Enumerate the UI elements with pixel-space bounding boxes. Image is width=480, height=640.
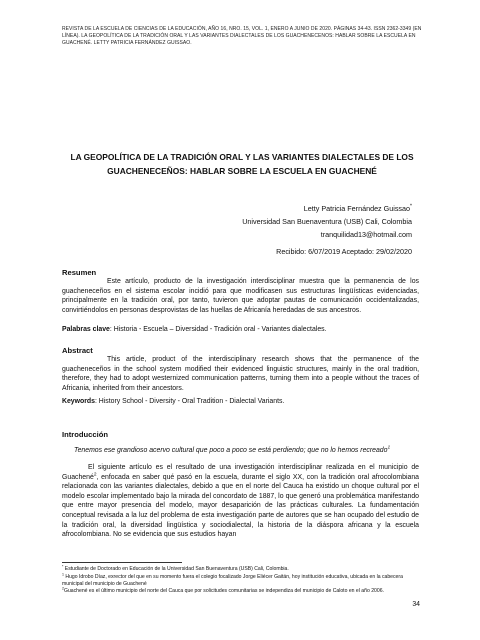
author-affiliation: Universidad San Buenaventura (USB) Cali, Colombia bbox=[242, 217, 412, 226]
palabras-clave bbox=[62, 325, 422, 335]
epigraph-note-ref: 1 bbox=[387, 445, 391, 451]
introduccion-heading: Introducción bbox=[62, 430, 108, 439]
footnote-mark: 1 bbox=[62, 572, 64, 577]
author-email: tranquilidad13@hotmail.com bbox=[320, 230, 412, 239]
keywords-label: Keywords bbox=[62, 398, 95, 405]
footnote-author bbox=[62, 566, 422, 573]
running-header: REVISTA DE LA ESCUELA DE CIENCIAS DE LA EDUCACIÓN, AÑO 16, NRO. 15, VOL. 1, ENERO A JUNIO DE 2020. PÁGINAS 34-43. ISSN 2362-3349 (EN LÍNEA). LA GEOPOLÍTICA DE LA TRADICIÓN ORAL Y LAS VARIANTES DIALECTALES DE LOS GUACHENECENOS: HABLAR SOBRE LA ESCUELA EN GUACHENÉ. LETTY PATRICIA FERNÁNDEZ GUISSAO. bbox=[62, 26, 422, 47]
footnote-2 bbox=[62, 588, 422, 595]
page-number: 34 bbox=[412, 601, 420, 608]
introduccion-text bbox=[62, 463, 419, 540]
intro-note-ref: 2 bbox=[93, 472, 97, 478]
footnote-text: Hugo Idrobo Díaz, exrector del que en su momento fuera el colegio focalizado Jorge Eliécer Gaitán, hoy institución educativa, ubicada en la cabecera municipal del municipio de Guachené bbox=[62, 574, 403, 587]
author-name: Letty Patricia Fernández Guissao bbox=[303, 204, 411, 213]
palabras-clave-text: : Historia - Escuela – Diversidad - Tradición oral - Variantes dialectales. bbox=[109, 326, 327, 333]
author-name-line bbox=[152, 202, 412, 215]
resumen-heading: Resumen bbox=[62, 268, 97, 277]
intro-text-part-b: , enfocada en saber qué pasó en la escuela, durante el siglo XX, con la tradición oral afrocolombiana relacionada con las variantes dialectales, debido a que en el norte del Cauca ha existido un choque cultural por el modelo escolar implementado bajo la mirada del concordato de 1887, lo que generó una problemática manifestando que entre mayor presencia del modelo, mayor desaparición de las prácticas culturales. La fundamentación conceptual revisada a la luz del problema de esta investigación parte de autores que se han ocupado del estudio de la tradición oral, la diversidad lingüística y sociodialectal, la historia de la diáspora africana y la escuela afrocolombiana. No se evidencia que sus estudios hayan bbox=[62, 473, 419, 539]
palabras-clave-label: Palabras clave bbox=[62, 326, 110, 333]
epigraph bbox=[74, 447, 434, 454]
keywords bbox=[62, 397, 422, 407]
abstract-text: This article, product of the interdisciplinary research shows that the permanence of the guacheneceños in the school system modified their evidenced linguistic structures, mainly in the oral tradition, therefore, they had to adopt westernized communication patterns, turning them into a people without the traces of Africania, inherited from their ancestors. bbox=[62, 356, 419, 392]
intro-text-part-a: El siguiente artículo es el resultado de una investigación interdisciplinar realizada en el municipio de Guachené bbox=[62, 464, 419, 481]
resumen-text: Este artículo, producto de la investigación interdisciplinar muestra que la permanencia de los guacheneceños en el sistema escolar incidió para que modificasen sus estructuras lingüísticas evidenciadas, principalmente en la tradición oral, por tanto, tuvieron que adoptar pautas de comunicación occidentalizadas, convirtiéndolos en personas desprovistas de las huellas de Africanía heredadas de sus ancestros. bbox=[62, 278, 419, 314]
abstract-heading: Abstract bbox=[62, 346, 93, 355]
footnote-text: Estudiante de Doctorado en Educación de la Universidad San Buenaventura (USB) Cali, Colombia. bbox=[63, 566, 289, 572]
received-accepted-dates: Recibido: 6/07/2019 Aceptado: 29/02/2020 bbox=[276, 247, 412, 256]
footnote-divider bbox=[62, 562, 182, 563]
article-title: LA GEOPOLÍTICA DE LA TRADICIÓN ORAL Y LAS VARIANTES DIALECTALES DE LOS GUACHENECEÑOS: HABLAR SOBRE LA ESCUELA EN GUACHENÉ bbox=[70, 152, 414, 176]
footnote-mark: 2 bbox=[62, 586, 64, 591]
footnote-mark: * bbox=[62, 564, 64, 569]
footnote-text: Guachené es el último municipio del norte del Cauca que por solicitudes comunitarias se independiza del municipio de Caloto en el año 2006. bbox=[63, 588, 384, 594]
keywords-text: : History School - Diversity - Oral Tradition - Dialectal Variants. bbox=[94, 398, 285, 405]
epigraph-text: Tenemos ese grandioso acervo cultural que poco a poco se está perdiendo; que no lo hemos recreado bbox=[74, 447, 388, 454]
author-marker: * bbox=[410, 203, 412, 210]
author-block bbox=[152, 202, 412, 241]
